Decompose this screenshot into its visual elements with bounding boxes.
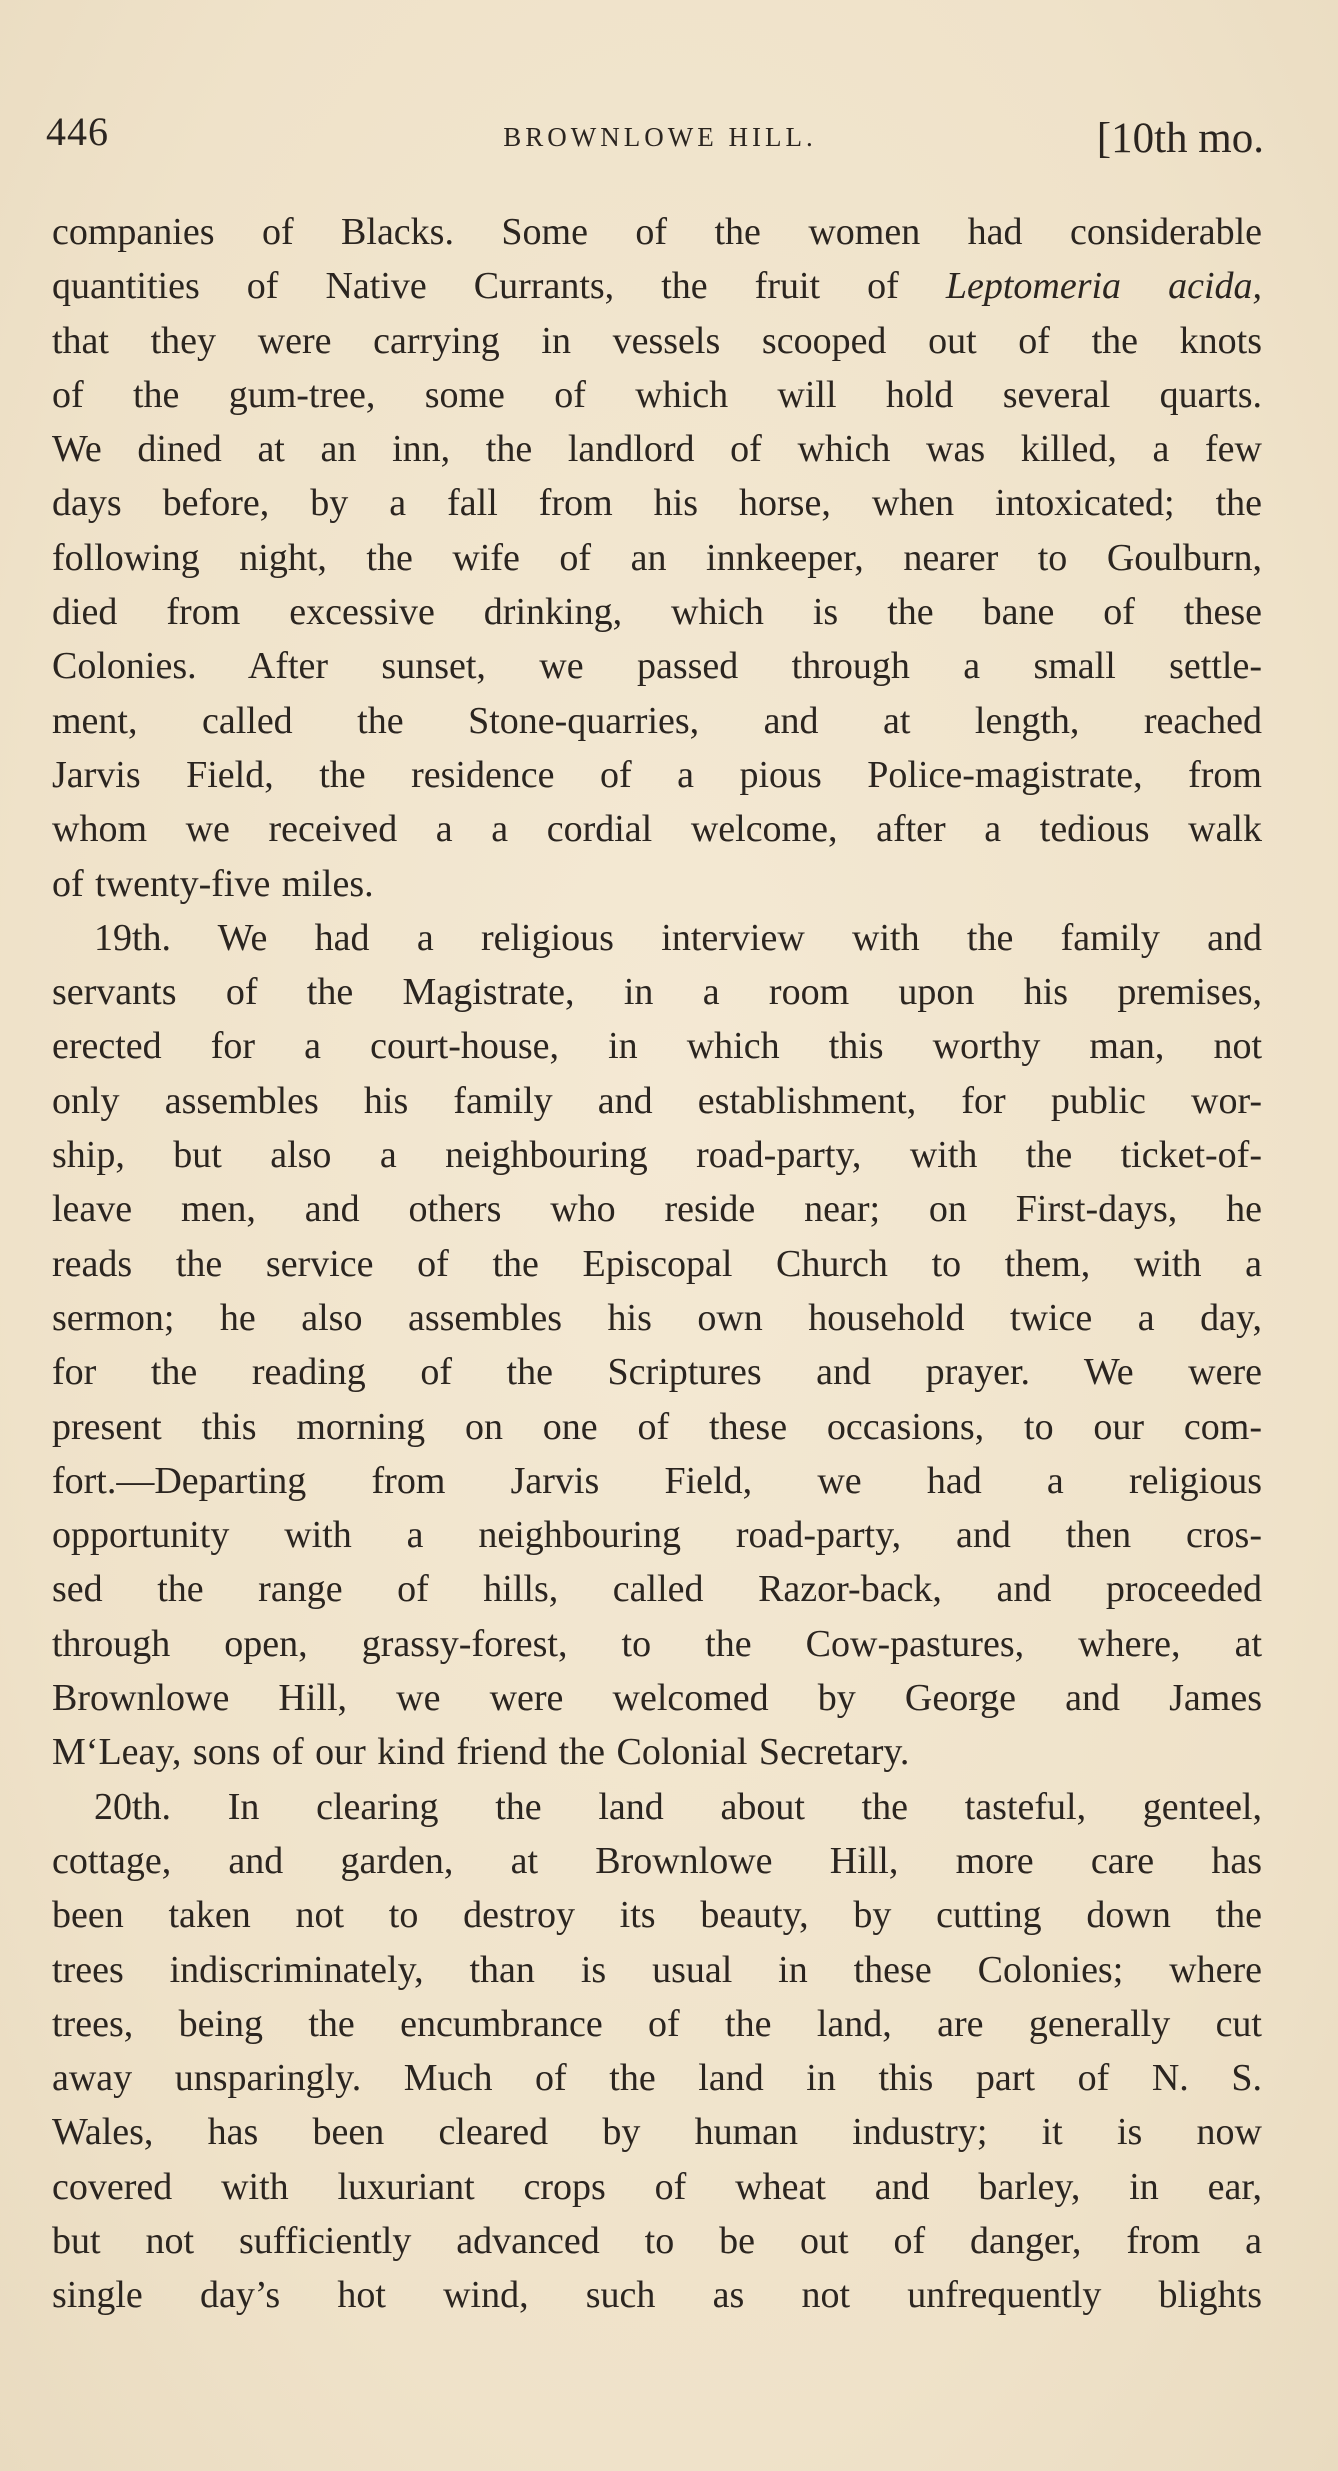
text-line: died from excessive drinking, which is the bane of these [52,591,1262,634]
text-line: 19th. We had a religious interview with the family and [94,916,1262,959]
text-line: of the gum-tree, some of which will hold several quarts. [52,373,1262,416]
text-line: away unsparingly. Much of the land in this part of N. S. [52,2057,1262,2100]
running-date: [10th mo. [1096,115,1264,162]
text-line: M‘Leay, sons of our kind friend the Colonial Secretary. [52,1731,910,1774]
text-line: Brownlowe Hill, we were welcomed by George and James [52,1677,1262,1720]
text-line: trees, being the encumbrance of the land, are generally cut [52,2002,1262,2045]
text-line-part: quantities of Native Currants, the fruit of [52,265,899,308]
text-line: present this morning on one of these occasions, to our com- [52,1405,1262,1448]
text-line: only assembles his family and establishment, for public wor- [52,1079,1262,1122]
text-line: of twenty-five miles. [52,862,374,905]
text-line: We dined at an inn, the landlord of which was killed, a few [52,428,1262,471]
italic-species-name: Leptomeria acida, [945,265,1262,308]
text-line: cottage, and garden, at Brownlowe Hill, more care has [52,1839,1262,1882]
text-line: Jarvis Field, the residence of a pious Police-magistrate, from [52,753,1262,796]
text-line: days before, by a fall from his horse, when intoxicated; the [52,482,1262,525]
text-line: trees indiscriminately, than is usual in these Colonies; where [52,1948,1262,1991]
text-line: through open, grassy-forest, to the Cow-pastures, where, at [52,1622,1262,1665]
text-line: companies of Blacks. Some of the women had considerable [52,211,1262,253]
text-line: ment, called the Stone-quarries, and at length, reached [52,699,1262,742]
text-line: ship, but also a neighbouring road-party, with the ticket-of- [52,1134,1262,1177]
text-line: fort.—Departing from Jarvis Field, we had a religious [52,1459,1262,1502]
text-line: sed the range of hills, called Razor-back, and proceeded [52,1568,1262,1611]
text-line: whom we received a a cordial welcome, after a tedious walk [52,808,1262,851]
page-number: 446 [46,109,109,154]
text-line: servants of the Magistrate, in a room upon his premises, [52,971,1262,1014]
text-line: been taken not to destroy its beauty, by cutting down the [52,1894,1262,1937]
text-line: following night, the wife of an innkeeper, nearer to Goulburn, [52,536,1262,579]
text-line: Wales, has been cleared by human industry; it is now [52,2111,1262,2154]
text-line: but not sufficiently advanced to be out of danger, from a [52,2219,1262,2262]
text-line: that they were carrying in vessels scooped out of the knots [52,319,1262,362]
text-line: sermon; he also assembles his own household twice a day, [52,1296,1262,1339]
text-line [52,259,1262,313]
text-line: single day’s hot wind, such as not unfrequently blights [52,2274,1262,2317]
page-header [46,108,1264,168]
body-text [52,205,1262,2323]
text-line: reads the service of the Episcopal Church to them, with a [52,1242,1262,1285]
running-title: BROWNLOWE HILL. [503,122,817,152]
text-line: covered with luxuriant crops of wheat and barley, in ear, [52,2165,1262,2208]
text-line: erected for a court-house, in which this worthy man, not [52,1025,1262,1068]
text-line: opportunity with a neighbouring road-party, and then cros- [52,1514,1262,1557]
text-line: leave men, and others who reside near; on First-days, he [52,1188,1262,1231]
text-line: 20th. In clearing the land about the tasteful, genteel, [94,1785,1262,1828]
text-line: for the reading of the Scriptures and prayer. We were [52,1351,1262,1394]
text-line: Colonies. After sunset, we passed through a small settle- [52,645,1262,688]
